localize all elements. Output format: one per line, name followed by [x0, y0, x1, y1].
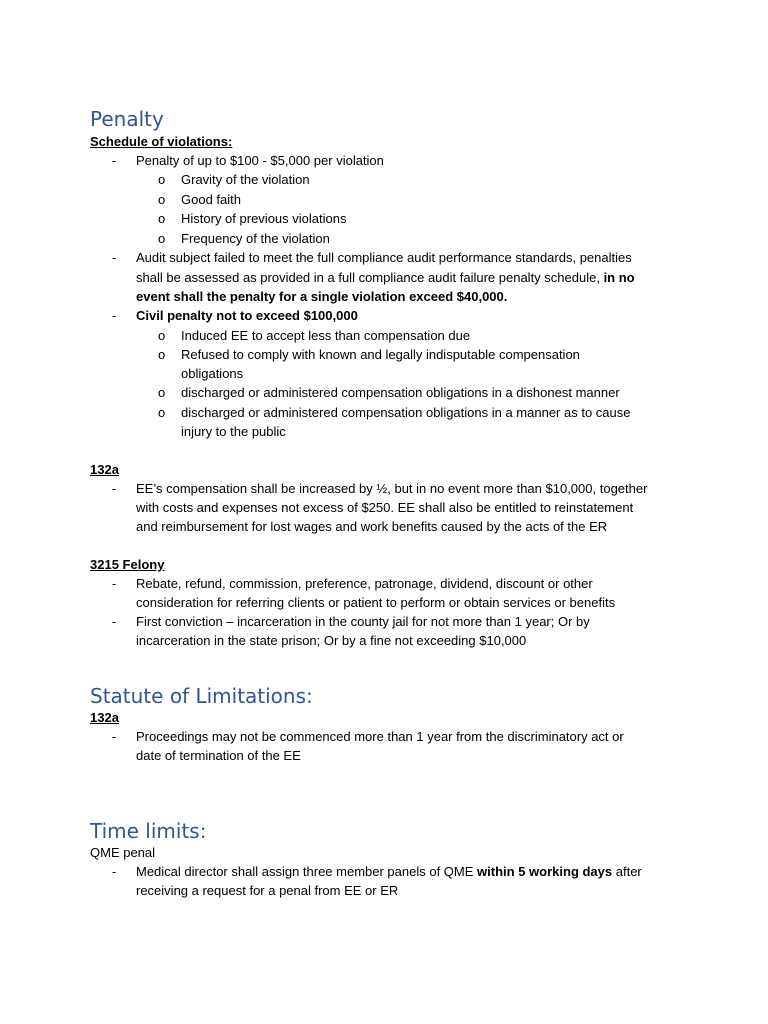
o-bullet: o: [158, 211, 166, 226]
time-limits-line-1-plain: Medical director shall assign three member panels of QME: [136, 864, 478, 879]
time-limits-line-1-after: after: [612, 864, 642, 879]
penalty-item-1-sub: Gravity of the violation: [181, 172, 310, 187]
o-bullet: o: [158, 231, 166, 246]
dash-bullet: -: [112, 729, 117, 744]
penalty-item-3-sub: discharged or administered compensation obligations in a manner as to cause: [181, 405, 631, 420]
penalty-item-2-line-2: [136, 270, 635, 286]
dash-bullet: -: [112, 614, 117, 629]
o-bullet: o: [158, 328, 166, 343]
penalty-item-3-sub: Refused to comply with known and legally indisputable compensation: [181, 347, 580, 362]
section-132a-line: EE’s compensation shall be increased by ½, but in no event more than $10,000, together: [136, 481, 648, 496]
o-bullet: o: [158, 192, 166, 207]
time-limits-line-1: [136, 864, 642, 880]
dash-bullet: -: [112, 153, 117, 168]
section-3215-item-1: consideration for referring clients or patient to perform or obtain services or benefits: [136, 595, 616, 610]
penalty-item-3-sub: Induced EE to accept less than compensation due: [181, 328, 471, 343]
dash-bullet: -: [112, 308, 117, 323]
penalty-item-2-line-1: Audit subject failed to meet the full compliance audit performance standards, penalties: [136, 250, 632, 265]
time-limits-line-2: receiving a request for a penal from EE or ER: [136, 883, 399, 898]
statute-line: date of termination of the EE: [136, 748, 301, 763]
penalty-item-1-sub: Good faith: [181, 192, 241, 207]
section-3215-label: 3215 Felony: [90, 557, 165, 572]
time-limits-line-1-bold: within 5 working days: [477, 864, 613, 879]
penalty-item-3: Civil penalty not to exceed $100,000: [136, 308, 358, 323]
statute-132a-label: 132a: [90, 710, 119, 725]
penalty-item-2-line-2-bold: in no: [603, 270, 635, 285]
o-bullet: o: [158, 347, 166, 362]
penalty-item-1: Penalty of up to $100 - $5,000 per violation: [136, 153, 384, 168]
o-bullet: o: [158, 385, 166, 400]
penalty-item-2-line-2-plain: shall be assessed as provided in a full compliance audit failure penalty schedule,: [136, 270, 604, 285]
dash-bullet: -: [112, 864, 117, 879]
section-132a-line: and reimbursement for lost wages and work benefits caused by the acts of the ER: [136, 519, 608, 534]
penalty-item-1-sub: Frequency of the violation: [181, 231, 330, 246]
o-bullet: o: [158, 405, 166, 420]
section-132a-label: 132a: [90, 462, 119, 477]
penalty-item-2-line-3: event shall the penalty for a single violation exceed $40,000.: [136, 289, 508, 304]
statute-line: Proceedings may not be commenced more than 1 year from the discriminatory act or: [136, 729, 624, 744]
penalty-item-3-sub-cont: injury to the public: [181, 424, 286, 439]
section-3215-item-2: incarceration in the state prison; Or by a fine not exceeding $10,000: [136, 633, 527, 648]
qme-penal-label: QME penal: [90, 845, 156, 860]
penalty-item-1-sub: History of previous violations: [181, 211, 347, 226]
dash-bullet: -: [112, 576, 117, 591]
penalty-item-3-sub-cont: obligations: [181, 366, 244, 381]
section-132a-line: with costs and expenses not excess of $250. EE shall also be entitled to reinstatement: [136, 500, 634, 515]
section-3215-item-2: First conviction – incarceration in the county jail for not more than 1 year; Or by: [136, 614, 590, 629]
dash-bullet: -: [112, 250, 117, 265]
time-limits-heading: Time limits:: [90, 819, 207, 843]
dash-bullet: -: [112, 481, 117, 496]
penalty-heading: Penalty: [90, 107, 164, 131]
o-bullet: o: [158, 172, 166, 187]
statute-heading: Statute of Limitations:: [90, 684, 313, 708]
section-3215-item-1: Rebate, refund, commission, preference, patronage, dividend, discount or other: [136, 576, 593, 591]
penalty-item-3-sub: discharged or administered compensation obligations in a dishonest manner: [181, 385, 620, 400]
schedule-of-violations-label: Schedule of violations:: [90, 134, 233, 149]
